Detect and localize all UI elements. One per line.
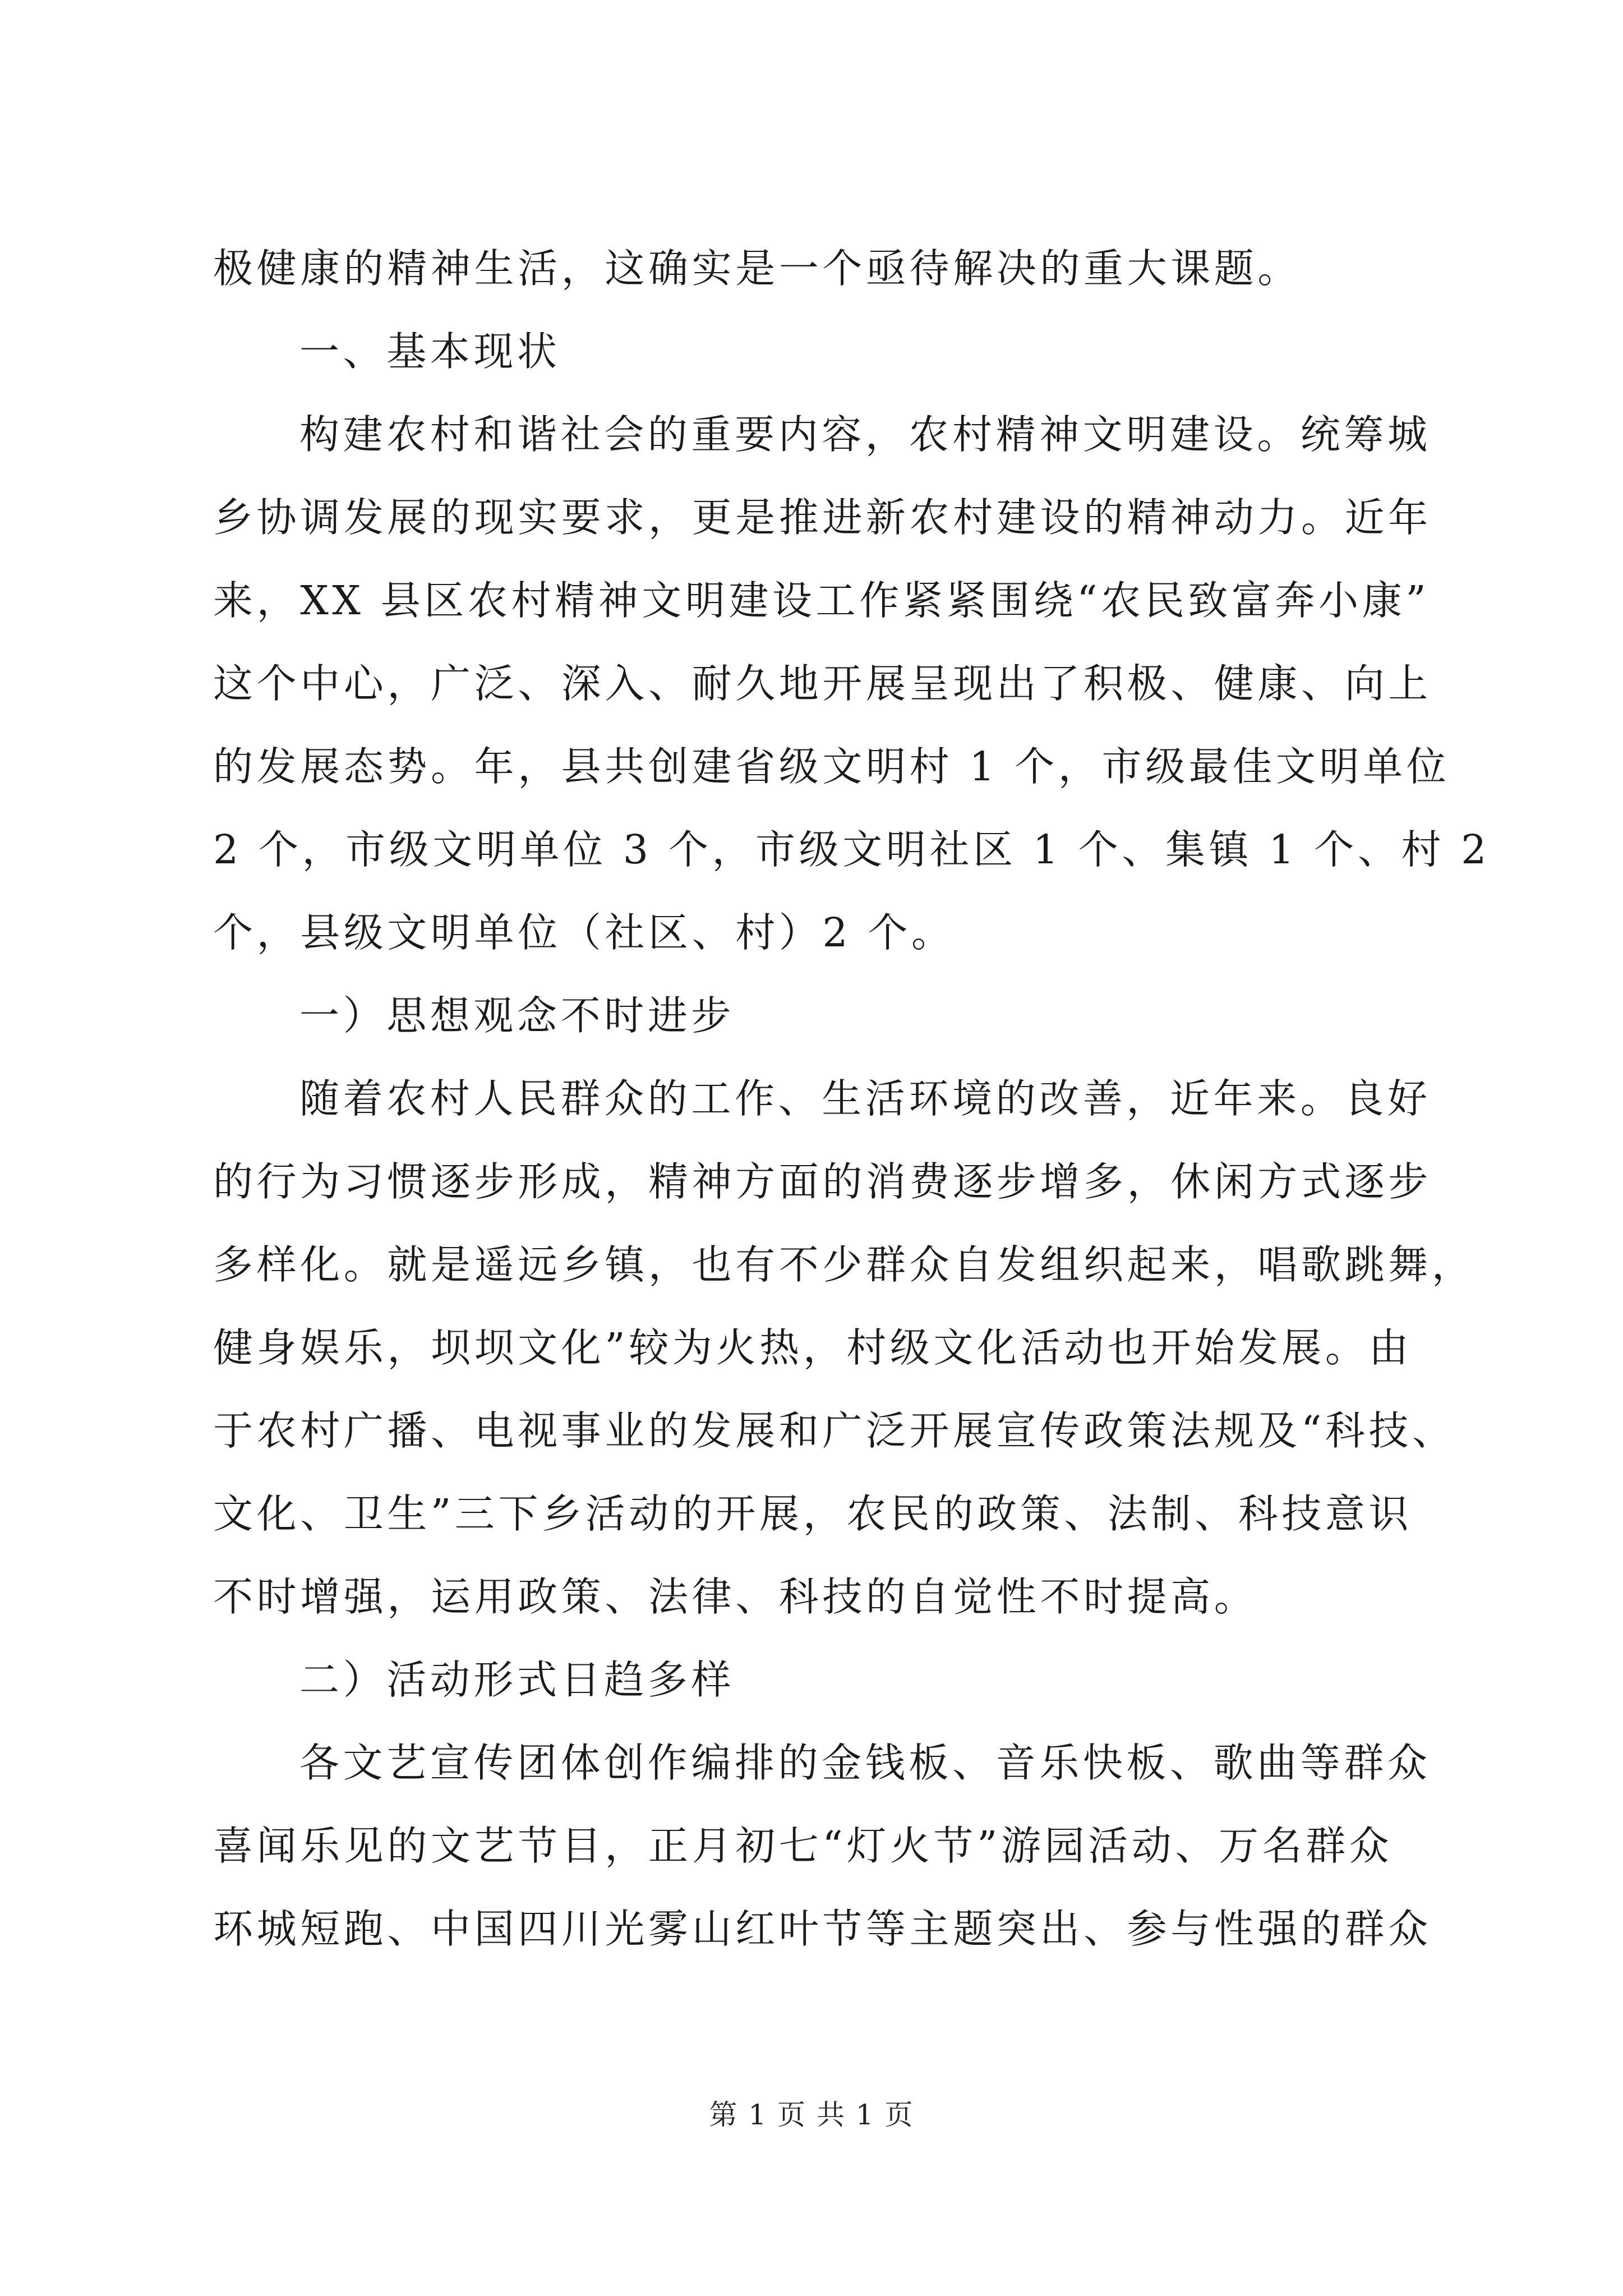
paragraph-line: 极健康的精神生活，这确实是一个亟待解决的重大课题。 (213, 245, 1302, 292)
paragraph-line: 各文艺宣传团体创作编排的金钱板、音乐快板、歌曲等群众 (299, 1740, 1431, 1786)
section-heading: 一、基本现状 (299, 328, 561, 375)
paragraph-line: 构建农村和谐社会的重要内容，农村精神文明建设。统筹城 (299, 411, 1431, 458)
paragraph-line: 这个中心，广泛、深入、耐久地开展呈现出了积极、健康、向上 (213, 660, 1432, 707)
subsection-heading: 二）活动形式日趋多样 (299, 1657, 735, 1703)
paragraph-line: 健身娱乐，坝坝文化”较为火热，村级文化活动也开始发展。由 (213, 1324, 1413, 1371)
document-body (213, 227, 1491, 1971)
paragraph-line: 喜闻乐见的文艺节目，正月初七“灯火节”游园活动、万名群众 (213, 1823, 1393, 1869)
paragraph-line: 随着农村人民群众的工作、生活环境的改善，近年来。良好 (299, 1075, 1431, 1122)
paragraph-line: 文化、卫生”三下乡活动的开展，农民的政策、法制、科技意识 (213, 1490, 1413, 1537)
paragraph-line: 的发展态势。年，县共创建省级文明村 1 个，市级最佳文明单位 (213, 743, 1450, 790)
paragraph-line: 个，县级文明单位（社区、村）2 个。 (213, 909, 955, 956)
paragraph-line: 来，XX 县区农村精神文明建设工作紧紧围绕“农民致富奔小康” (213, 577, 1430, 624)
paragraph-line: 于农村广播、电视事业的发展和广泛开展宣传政策法规及“科技、 (213, 1407, 1456, 1454)
subsection-heading: 一）思想观念不时进步 (299, 992, 735, 1039)
paragraph-line: 多样化。就是遥远乡镇，也有不少群众自发组织起来，唱歌跳舞， (213, 1241, 1476, 1288)
page-number-footer: 第 1 页 共 1 页 (709, 2099, 914, 2131)
paragraph-line: 环城短跑、中国四川光雾山红叶节等主题突出、参与性强的群众 (213, 1906, 1432, 1952)
paragraph-line: 乡协调发展的现实要求，更是推进新农村建设的精神动力。近年 (213, 494, 1432, 541)
paragraph-line: 不时增强，运用政策、法律、科技的自觉性不时提高。 (213, 1573, 1258, 1620)
paragraph-line: 2 个，市级文明单位 3 个，市级文明社区 1 个、集镇 1 个、村 2 (213, 826, 1491, 873)
paragraph-line: 的行为习惯逐步形成，精神方面的消费逐步增多，休闲方式逐步 (213, 1158, 1432, 1205)
